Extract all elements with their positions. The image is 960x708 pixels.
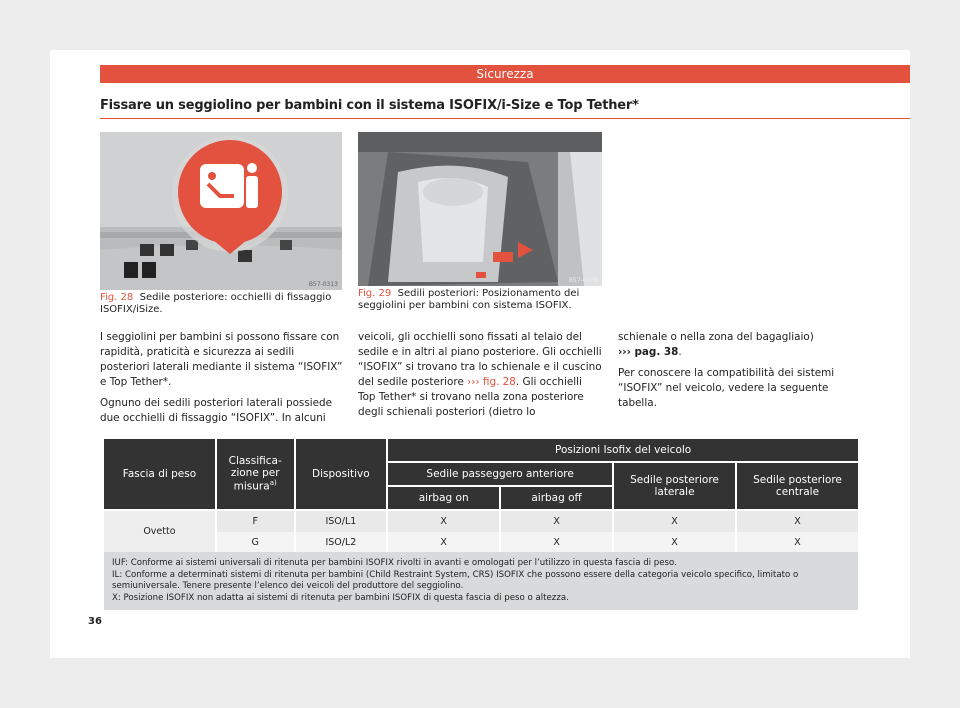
- airbag-on-cell: X: [387, 510, 500, 532]
- page-38-link[interactable]: ››› pag. 38: [618, 346, 679, 358]
- figure-28-link[interactable]: ››› fig. 28: [467, 376, 516, 388]
- body-paragraph-5: Per conoscere la compatibilità dei sistemi “ISOFIX” nel veicolo, vedere la seguente tabella.: [618, 367, 835, 409]
- note-x: X: Posizione ISOFIX non adatta ai sistemi di ritenuta per bambini ISOFIX di questa fascia di peso o altezza.: [112, 592, 569, 603]
- header-device: Dispositivo: [295, 438, 388, 510]
- body-paragraph-2: Ognuno dei sedili posteriori laterali possiede due occhielli di fissaggio “ISOFIX”. In alcuni: [100, 397, 333, 424]
- body-paragraph-1: I seggiolini per bambini si possono fissare con rapidità, praticità e sicurezza ai sedili posteriori laterali mediante il sistema “ISOFIX” e Top Tether*.: [100, 331, 343, 388]
- body-column-2: [358, 330, 602, 426]
- device-cell: ISO/L1: [295, 510, 388, 532]
- header-isofix-positions: Posizioni Isofix del veicolo: [387, 438, 859, 462]
- header-rear-center: Sedile posteriore centrale: [736, 462, 859, 510]
- figure-28-caption-text: Sedile posteriore: occhielli di fissaggio ISOFIX/iSize.: [100, 292, 332, 315]
- note-il: IL: Conforme a determinati sistemi di ritenuta per bambini (Child Restraint System, CRS) ISOFIX che possono essere della categoria veicolo specifico, limitato o semiuniversale. Tenere presente l’elenco dei veicoli del produttore del seggiolino.: [112, 569, 799, 591]
- class-cell: G: [216, 532, 295, 552]
- heading-divider: [100, 118, 910, 119]
- body-column-3: [618, 330, 864, 417]
- table-notes: [103, 552, 859, 610]
- figure-28-id: B57-0313: [308, 281, 338, 288]
- header-airbag-on: airbag on: [387, 486, 500, 510]
- airbag-on-cell: X: [387, 532, 500, 552]
- airbag-off-cell: X: [500, 532, 613, 552]
- table-row: [103, 510, 859, 532]
- figure-29-image: [358, 132, 602, 286]
- page-number: 36: [88, 616, 102, 627]
- figure-28-label: Fig. 28: [100, 292, 134, 303]
- header-rear-side: Sedile posteriore laterale: [613, 462, 736, 510]
- figure-28-image: [100, 132, 342, 290]
- class-cell: F: [216, 510, 295, 532]
- figure-29-label: Fig. 29: [358, 288, 392, 299]
- table-notes-row: [103, 552, 859, 610]
- figure-28-caption: [100, 292, 344, 316]
- header-weight: Fascia di peso: [103, 438, 216, 510]
- page-heading: Fissare un seggiolino per bambini con il sistema ISOFIX/i-Size e Top Tether*: [100, 98, 639, 113]
- airbag-off-cell: X: [500, 510, 613, 532]
- rear-center-cell: X: [736, 510, 859, 532]
- figure-29-caption: [358, 288, 602, 312]
- figure-29-caption-text: Sedili posteriori: Posizionamento dei seggiolini per bambini con sistema ISOFIX.: [358, 288, 580, 311]
- header-front-passenger: Sedile passeggero anteriore: [387, 462, 613, 486]
- body-paragraph-3: veicoli, gli occhielli sono fissati al telaio del sedile e in altri al piano posteriore. Gli occhielli “ISOFIX” si trovano tra lo schienale e il cuscino del sedile posteriore ››› fig. 28. Gli occhielli Top Tether* si trovano nella zona posteriore degli schienali posteriori (dietro lo: [358, 331, 602, 418]
- device-cell: ISO/L2: [295, 532, 388, 552]
- table-row: [103, 532, 859, 552]
- rear-side-cell: X: [613, 510, 736, 532]
- rear-center-cell: X: [736, 532, 859, 552]
- body-paragraph-4: schienale o nella zona del bagagliaio) ››› pag. 38.: [618, 331, 814, 358]
- isofix-table: [102, 437, 860, 610]
- header-classification: Classifica-zione per misura$^{a)}$: [216, 438, 295, 510]
- rear-side-cell: X: [613, 532, 736, 552]
- section-title: Sicurezza: [100, 65, 910, 83]
- group-cell: Ovetto: [103, 510, 216, 552]
- figure-29-id: B57-0359: [568, 277, 598, 284]
- body-column-1: [100, 330, 344, 432]
- note-iuf: IUF: Conforme ai sistemi universali di ritenuta per bambini ISOFIX rivolti in avanti e omologati per l’utilizzo in questa fascia di peso.: [112, 558, 677, 568]
- header-airbag-off: airbag off: [500, 486, 613, 510]
